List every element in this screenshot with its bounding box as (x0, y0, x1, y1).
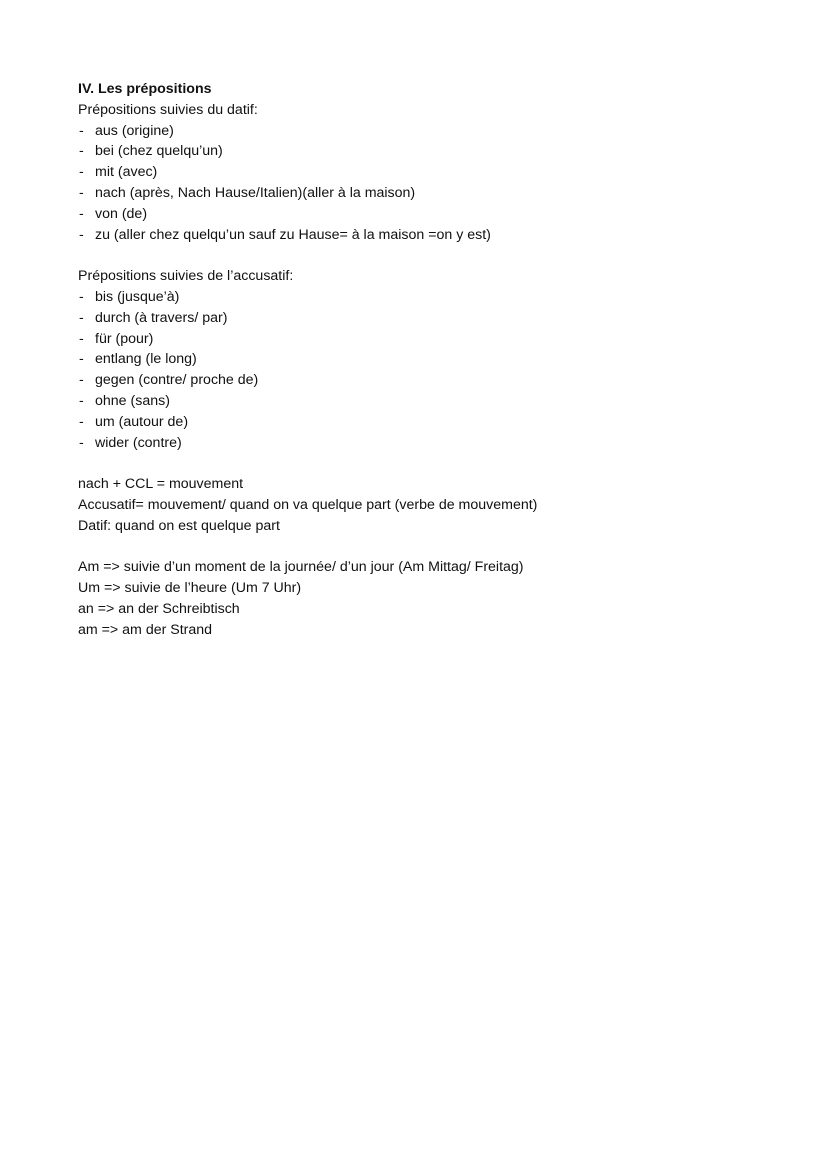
document-page (78, 79, 778, 641)
spacer (78, 453, 778, 474)
accusative-item-um: - um (autour de) (78, 412, 778, 433)
dative-item-mit: - mit (avec) (78, 162, 778, 183)
dative-item-aus: - aus (origine) (78, 121, 778, 142)
accusative-list (78, 287, 778, 453)
accusative-item-gegen: - gegen (contre/ proche de) (78, 370, 778, 391)
note-accusatif: Accusatif= mouvement/ quand on va quelque part (verbe de mouvement) (78, 496, 538, 513)
section-title: IV. Les prépositions (78, 81, 212, 97)
spacer (78, 245, 778, 266)
note-datif: Datif: quand on est quelque part (78, 517, 280, 534)
accusative-item-wider: - wider (contre) (78, 433, 778, 454)
accusative-item-bis: - bis (jusque’à) (78, 287, 778, 308)
accusative-heading: Prépositions suivies de l’accusatif: (78, 268, 294, 285)
spacer (78, 537, 778, 558)
note-um-hour: Um => suivie de l’heure (Um 7 Uhr) (78, 580, 302, 597)
dative-item-zu: - zu (aller chez quelqu’un sauf zu Hause= à la maison =on y est) (78, 225, 778, 246)
accusative-item-durch: - durch (à travers/ par) (78, 308, 778, 329)
dative-item-bei: - bei (chez quelqu’un) (78, 141, 778, 162)
dative-item-nach: - nach (après, Nach Hause/Italien)(aller à la maison) (78, 183, 778, 204)
dative-list (78, 121, 778, 246)
note-am-place: am => am der Strand (78, 621, 213, 638)
note-nach-ccl: nach + CCL = mouvement (78, 476, 244, 493)
note-am-day: Am => suivie d’un moment de la journée/ d’un jour (Am Mittag/ Freitag) (78, 559, 524, 576)
dative-heading: Prépositions suivies du datif: (78, 101, 258, 118)
note-an-place: an => an der Schreibtisch (78, 600, 240, 617)
accusative-item-entlang: - entlang (le long) (78, 349, 778, 370)
dative-item-von: - von (de) (78, 204, 778, 225)
accusative-item-fuer: - für (pour) (78, 329, 778, 350)
accusative-item-ohne: - ohne (sans) (78, 391, 778, 412)
